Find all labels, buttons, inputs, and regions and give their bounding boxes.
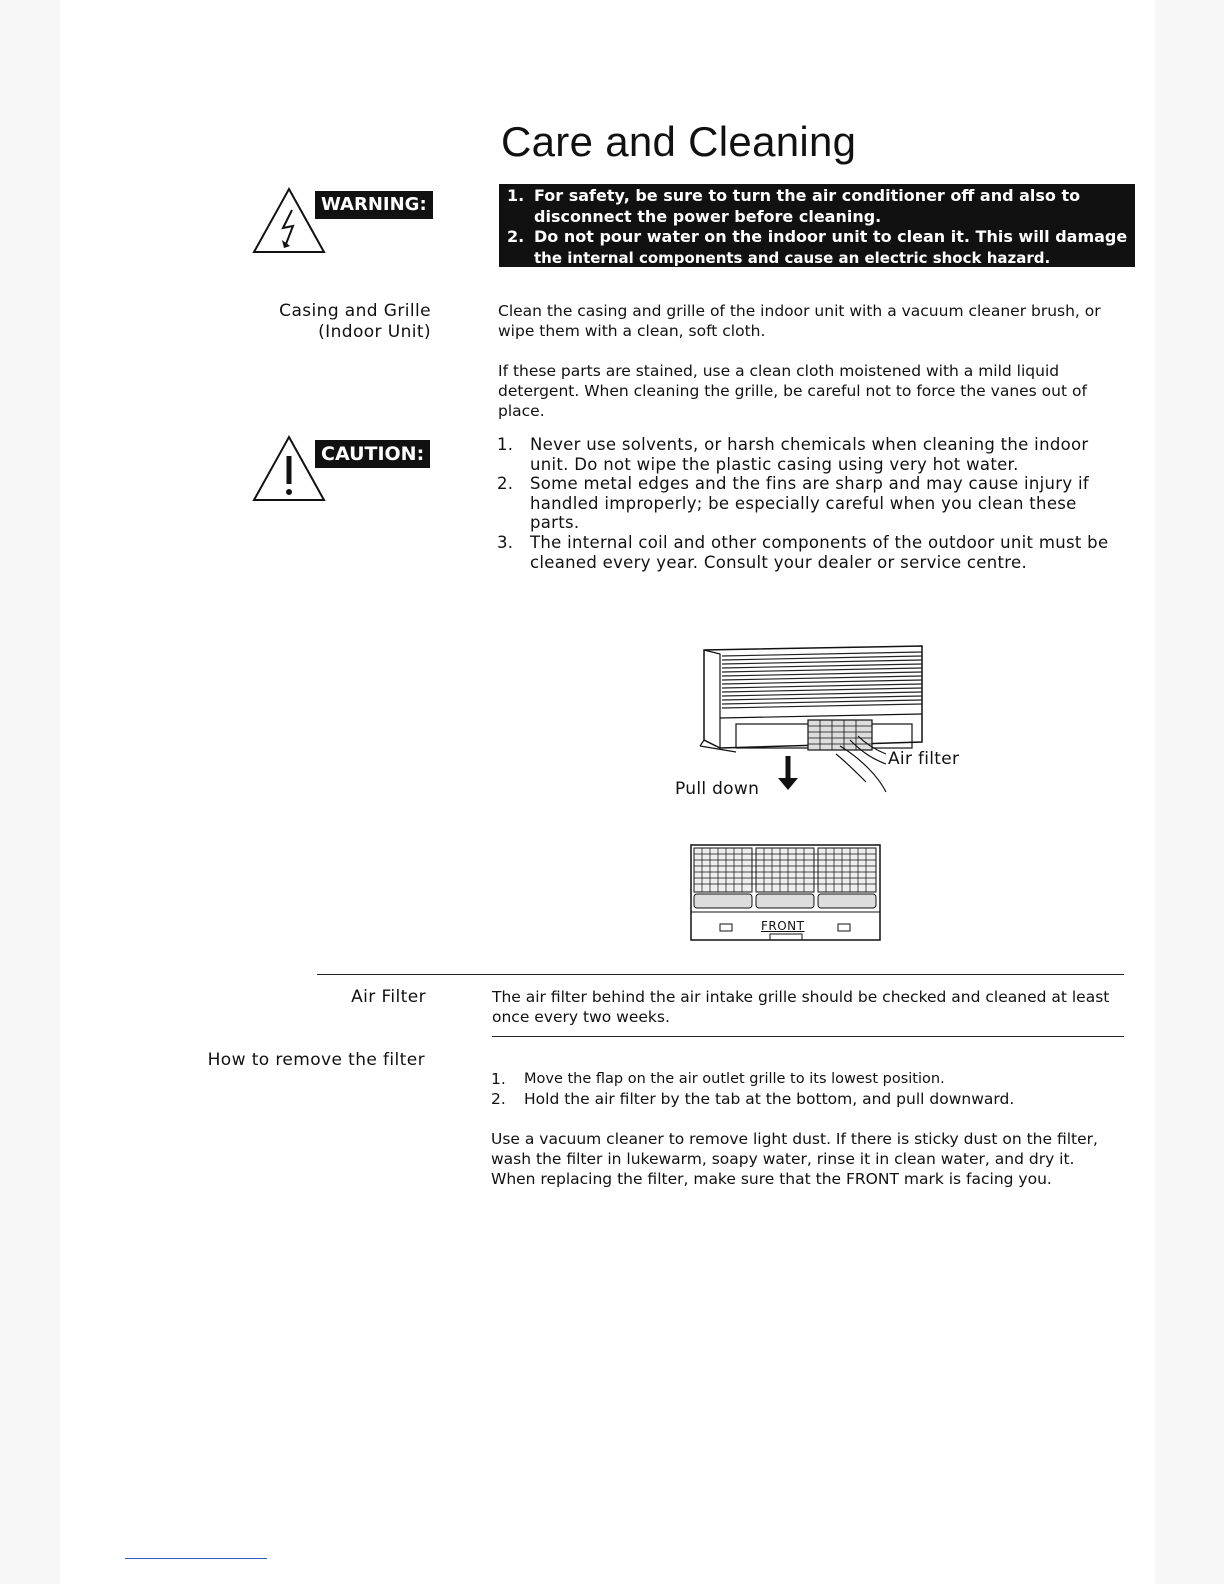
warning-badge: WARNING: — [315, 191, 433, 219]
caution-badge: CAUTION: — [315, 440, 430, 468]
list-text: Move the flap on the air outlet grille to its lowest position. — [524, 1071, 945, 1087]
casing-grille-label — [230, 301, 431, 343]
remove-filter-label: How to remove the filter — [207, 1050, 425, 1070]
warning-box — [499, 184, 1135, 267]
list-text: Never use solvents, or harsh chemicals when cleaning the indoor unit. Do not wipe the plastic casing using very hot water. — [530, 435, 1089, 474]
list-number: 1. — [491, 1070, 506, 1088]
air-filter-text: The air filter behind the air intake grille should be checked and cleaned at least once every two weeks. — [492, 988, 1110, 1026]
list-item — [497, 474, 1109, 533]
casing-text — [498, 301, 1126, 421]
pull-down-callout: Pull down — [675, 779, 760, 799]
casing-paragraph: If these parts are stained, use a clean cloth moistened with a mild liquid detergent. When cleaning the grille, be careful not to force the vanes out of place. — [498, 362, 1087, 420]
section-divider — [317, 974, 1124, 975]
warning-item-continued — [507, 248, 1129, 268]
warning-item-line: the internal components and cause an electric shock hazard. — [534, 248, 1051, 267]
page-title: Care and Cleaning — [501, 118, 857, 165]
list-item — [497, 533, 1109, 572]
warning-item-continued — [507, 207, 1129, 228]
casing-label-line: Casing and Grille — [279, 301, 431, 321]
list-text: The internal coil and other components of the outdoor unit must be cleaned every year. Consult your dealer or service centre. — [530, 532, 1109, 572]
list-item — [491, 1089, 1111, 1109]
air-filter-label: Air Filter — [351, 987, 426, 1007]
warning-item-number: 1. — [507, 186, 525, 205]
warning-item — [507, 227, 1129, 248]
list-item — [491, 1069, 1111, 1089]
list-item — [497, 435, 1109, 474]
remove-filter-paragraph: Use a vacuum cleaner to remove light dust. If there is sticky dust on the filter, wash the filter in lukewarm, soapy water, rinse it in clean water, and dry it. When replacing the filter, make sure that the FRONT mark is facing you. — [491, 1130, 1098, 1188]
casing-paragraph: Clean the casing and grille of the indoor unit with a vacuum cleaner brush, or wipe them with a clean, soft cloth. — [498, 302, 1101, 340]
list-number: 2. — [497, 474, 514, 494]
filter-front-mark: FRONT — [761, 919, 805, 933]
warning-item — [507, 186, 1129, 207]
remove-filter-steps — [491, 1069, 1111, 1109]
warning-item-line: Do not pour water on the indoor unit to clean it. This will damage — [534, 227, 1128, 246]
list-text: Some metal edges and the fins are sharp and may cause injury if handled improperly; be especially careful when you clean these parts. — [530, 474, 1089, 533]
list-number: 1. — [497, 435, 514, 454]
casing-label-line: (Indoor Unit) — [318, 322, 431, 342]
footer-rule — [125, 1558, 267, 1559]
warning-item-line: disconnect the power before cleaning. — [534, 206, 882, 226]
list-number: 3. — [497, 532, 514, 552]
warning-item-line: For safety, be sure to turn the air conditioner off and also to — [534, 186, 1081, 205]
list-text: Hold the air filter by the tab at the bottom, and pull downward. — [524, 1090, 1015, 1108]
warning-item-number: 2. — [507, 227, 525, 246]
list-number: 2. — [491, 1090, 506, 1108]
caution-list — [497, 435, 1109, 572]
air-filter-callout: Air filter — [888, 749, 960, 769]
section-divider — [492, 1036, 1124, 1037]
